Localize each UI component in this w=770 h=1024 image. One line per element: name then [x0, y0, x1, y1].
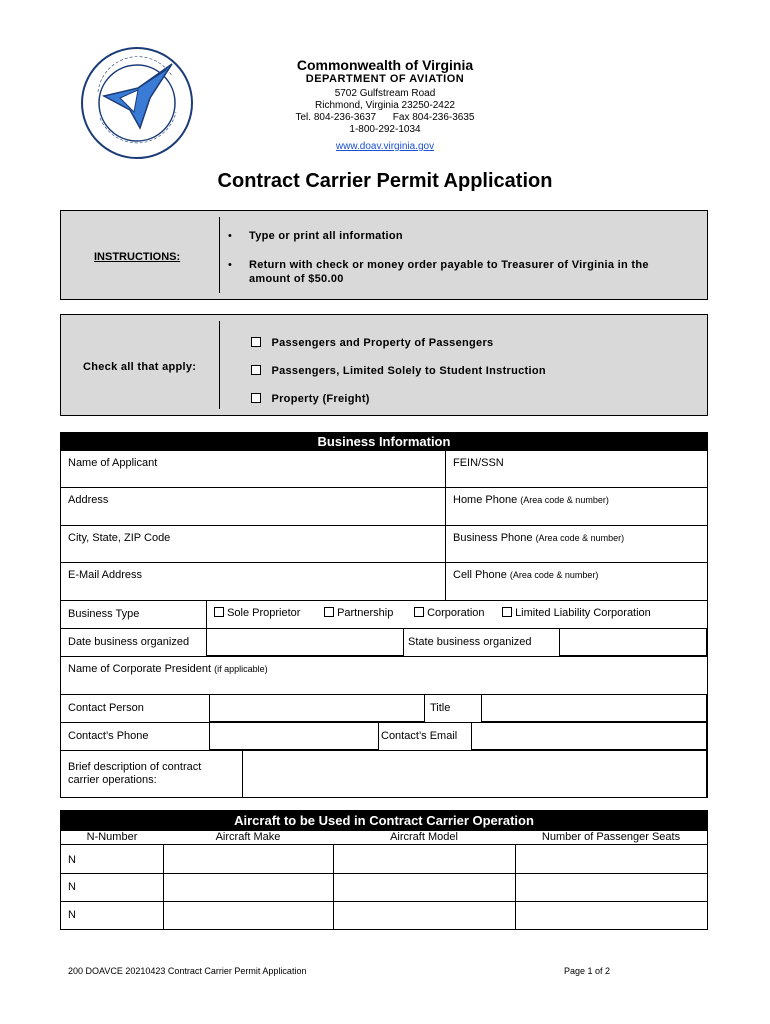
- address-line-1: 5702 Gulfstream Road: [334, 88, 436, 99]
- address-row[interactable]: [61, 487, 707, 525]
- permit-type-box: [60, 314, 708, 416]
- address-label: Address: [68, 494, 109, 506]
- option-passengers-property[interactable]: Passengers and Property of Passengers: [251, 333, 493, 351]
- instruction-item: amount of $50.00: [249, 273, 344, 285]
- business-heading: Business Information: [61, 433, 707, 451]
- contact-email-field[interactable]: [471, 722, 707, 750]
- corporate-president-label: Name of Corporate President (if applicable): [68, 663, 268, 675]
- phone-fax-line: Tel. 804-236-3637 Fax 804-236-3635: [295, 112, 475, 123]
- date-organized-field[interactable]: [206, 628, 404, 656]
- checkbox[interactable]: [251, 337, 261, 347]
- type-partnership[interactable]: Partnership: [324, 607, 393, 619]
- title-field[interactable]: [481, 694, 707, 722]
- address-line-2: Richmond, Virginia 23250-2422: [315, 100, 455, 111]
- business-type-label: Business Type: [68, 608, 140, 620]
- option-property-freight[interactable]: Property (Freight): [251, 389, 370, 407]
- contact-person-label: Contact Person: [68, 702, 144, 714]
- checkbox[interactable]: [251, 365, 261, 375]
- business-information-table: [60, 432, 708, 798]
- home-phone-label: Home Phone (Area code & number): [453, 494, 609, 506]
- type-sole-proprietor[interactable]: Sole Proprietor: [214, 607, 300, 619]
- name-row[interactable]: [61, 451, 707, 487]
- instructions-label: INSTRUCTIONS:: [94, 251, 181, 263]
- instruction-item: Return with check or money order payable to Treasurer of Virginia in the: [249, 259, 649, 271]
- city-state-zip-label: City, State, ZIP Code: [68, 532, 171, 544]
- organized-row: [61, 628, 707, 656]
- contact-phone-label: Contact’s Phone: [68, 730, 149, 742]
- check-all-label: Check all that apply:: [83, 361, 197, 373]
- business-phone-label: Business Phone (Area code & number): [453, 532, 625, 544]
- aircraft-row-n-number[interactable]: N: [68, 881, 76, 893]
- page-number: Page 1 of 2: [564, 966, 611, 976]
- title-label: Title: [430, 702, 451, 714]
- contact-person-row: [61, 694, 707, 722]
- business-type-row: [61, 600, 707, 628]
- page-title: Contract Carrier Permit Application: [217, 170, 553, 192]
- instructions-box: [60, 210, 708, 300]
- checkbox[interactable]: [251, 393, 261, 403]
- contact-phone-row: [61, 722, 707, 750]
- form-id: 200 DOAVCE 20210423 Contract Carrier Permit Application: [68, 966, 307, 976]
- type-llc[interactable]: Limited Liability Corporation: [502, 607, 651, 619]
- checkbox[interactable]: [324, 607, 334, 617]
- org-name: Commonwealth of Virginia: [296, 57, 474, 73]
- contact-person-field[interactable]: [209, 694, 425, 722]
- description-field[interactable]: [242, 750, 707, 798]
- description-row: [61, 750, 707, 797]
- checkbox[interactable]: [214, 607, 224, 617]
- state-organized-field[interactable]: [559, 628, 707, 656]
- state-organized-label: State business organized: [408, 636, 532, 648]
- checkbox[interactable]: [502, 607, 512, 617]
- city-row[interactable]: [61, 525, 707, 562]
- type-corporation[interactable]: Corporation: [414, 607, 485, 619]
- contact-email-label: Contact’s Email: [381, 730, 458, 742]
- cell-phone-label: Cell Phone (Area code & number): [453, 569, 599, 581]
- bullet-icon: •: [228, 230, 232, 242]
- doav-seal-logo: [80, 46, 194, 160]
- checkbox[interactable]: [414, 607, 424, 617]
- col-aircraft-make: Aircraft Make: [215, 831, 281, 843]
- fein-label: FEIN/SSN: [453, 457, 504, 469]
- aircraft-row-n-number[interactable]: N: [68, 909, 76, 921]
- aircraft-row-n-number[interactable]: N: [68, 854, 76, 866]
- bullet-icon: •: [228, 259, 232, 271]
- col-n-number: N-Number: [86, 831, 138, 843]
- aircraft-heading: Aircraft to be Used in Contract Carrier Operation: [61, 811, 707, 831]
- name-of-applicant-label: Name of Applicant: [68, 457, 158, 469]
- aircraft-table: [60, 810, 708, 930]
- option-student-instruction[interactable]: Passengers, Limited Solely to Student Instruction: [251, 361, 546, 379]
- date-organized-label: Date business organized: [68, 636, 190, 648]
- email-row[interactable]: [61, 562, 707, 600]
- website-link[interactable]: www.doav.virginia.gov: [335, 141, 435, 152]
- instruction-item: Type or print all information: [249, 230, 403, 242]
- col-passenger-seats: Number of Passenger Seats: [541, 831, 681, 843]
- col-aircraft-model: Aircraft Model: [390, 831, 458, 843]
- contact-phone-field[interactable]: [209, 722, 379, 750]
- description-label: Brief description of contract carrier operations:: [68, 761, 202, 786]
- toll-free-line: 1-800-292-1034: [349, 124, 421, 135]
- email-address-label: E-Mail Address: [68, 569, 142, 581]
- dept-name: DEPARTMENT OF AVIATION: [305, 73, 465, 85]
- president-row[interactable]: [61, 656, 707, 694]
